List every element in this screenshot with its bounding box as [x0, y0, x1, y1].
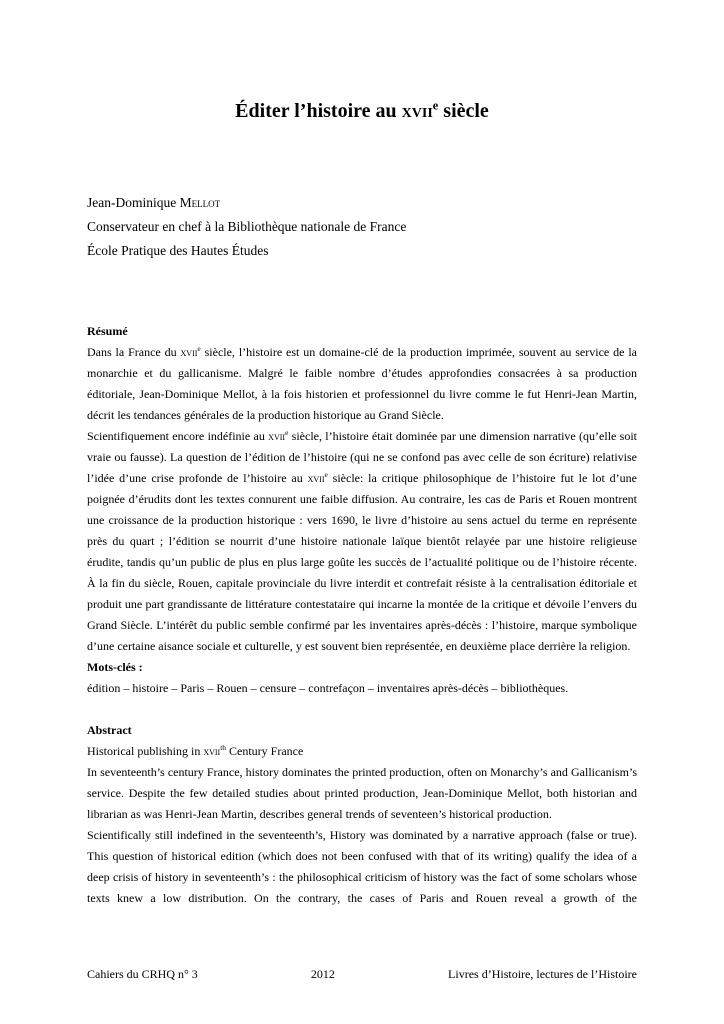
article-title: Éditer l’histoire au xvii$^e$ siècle: [235, 98, 489, 122]
footer-issue-title: Livres d’Histoire, lectures de l’Histoire: [448, 967, 637, 981]
resume-paragraph: Dans la France du xvii$^e$ siècle, l’histoire est un domaine-clé de la production imprimée, souvent au service de la monarchie et du gallicanisme. Malgré le faible nombre d’études approfondies consacrées à sa production éditoriale, Jean-Dominique Mellot, à la fois historien et professionnel du livre comme le fut Henri-Jean Martin, décrit les tendances générales de la production historique au Grand Siècle.: [87, 344, 637, 422]
page-footer: [87, 967, 637, 981]
footer-year: 2012: [310, 967, 335, 981]
resume-heading: Résumé: [87, 324, 128, 338]
resume-paragraph: Scientifiquement encore indéfinie au xvii$^e$ siècle, l’histoire était dominée par une dimension narrative (qu’elle soit vraie ou fausse). La question de l’édition de l’histoire (qui ne se confond pas avec celle de son écriture) relativise l’idée d’une crise profonde de l’histoire au xvii$^e$ siècle: la critique philosophique de l’histoire fut le lot d’une poignée d’érudits dont les textes connurent une faible diffusion. Au contraire, les cas de Paris et Rouen montrent une croissance de la production historique : vers 1690, le livre d’histoire au sens actuel du terme en représente près du quart ; l’édition se nourrit d’une histoire nationale laïque bientôt relayée par une histoire religieuse érudite, tandis qu’un public de plus en plus large goûte les succès de l’actualité politique ou de l’histoire récente. À la fin du siècle, Rouen, capitale provinciale du livre interdit et contrefait résiste à la centralisation éditoriale et produit une part grandissante de littérature contestataire qui incarne la montée de la critique et dévoile l’envers du Grand Siècle. L’intérêt du public semble confirmé par les inventaires après-décès : l’histoire, marque symbolique d’une certaine aisance sociale et culturelle, y est souvent bien représentée, en deuxième place derrière la religion.: [87, 428, 637, 653]
author-block: [87, 191, 406, 263]
footer-journal: Cahiers du CRHQ n° 3: [87, 967, 198, 981]
century-numeral: xvii: [401, 100, 433, 122]
article-body: [87, 321, 637, 909]
author-affiliation: École Pratique des Hautes Études: [87, 243, 269, 258]
abstract-heading: Abstract: [87, 723, 132, 737]
abstract-subtitle: Historical publishing in xvii$^{th}$ Century France: [87, 743, 304, 758]
author-affiliation: Conservateur en chef à la Bibliothèque nationale de France: [87, 219, 407, 234]
abstract-paragraph: Scientifically still indefined in the seventeenth’s, History was dominated by a narrative approach (false or true). This question of historical edition (which does not been confused with that of its writing) qualify the idea of a deep crisis of history in seventeenth’s : the philosophical criticism of history was the fact of some scholars whose texts knew a low distribution. On the contrary, the cases of Paris and Rouen reveal a growth of the: [87, 828, 637, 905]
abstract-paragraph: In seventeenth’s century France, history dominates the printed production, often on Monarchy’s and Gallicanism’s service. Despite the few detailed studies about printed production, Jean-Dominique Mellot, both historian and librarian as was Henri-Jean Martin, describes general trends of seventeen’s historical production.: [87, 765, 637, 821]
keywords-heading: Mots-clés :: [87, 660, 143, 674]
author-name: Jean-Dominique Mellot: [87, 195, 221, 210]
keywords: édition – histoire – Paris – Rouen – censure – contrefaçon – inventaires après-décès – bibliothèques.: [87, 681, 569, 695]
section-gap: [87, 699, 637, 720]
